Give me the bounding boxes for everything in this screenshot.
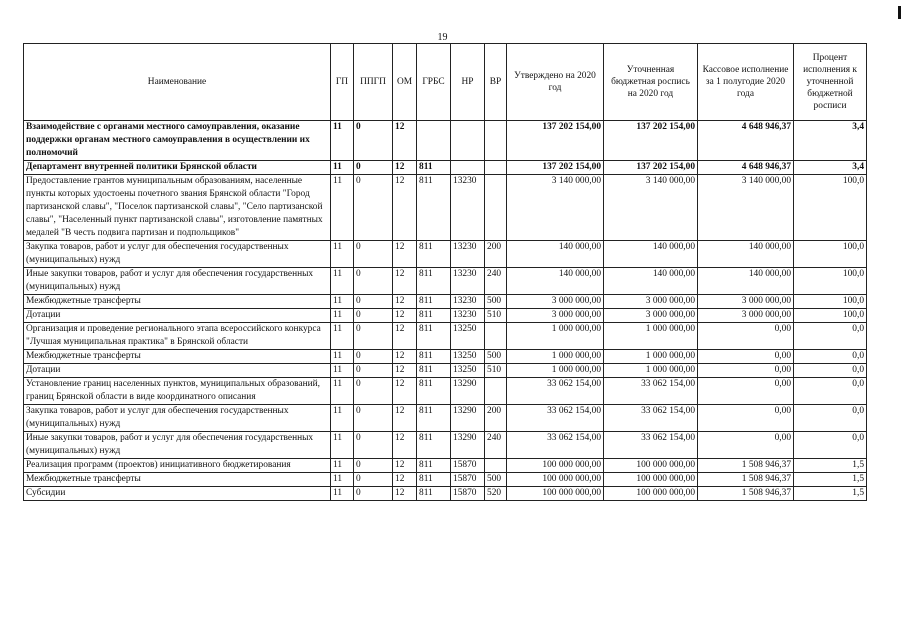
cell-nr: 13230 bbox=[451, 309, 485, 323]
cell-gp: 11 bbox=[331, 432, 354, 459]
column-header-grbs: ГРБС bbox=[417, 44, 451, 121]
cell-grbs: 811 bbox=[417, 487, 451, 501]
cell-grbs: 811 bbox=[417, 295, 451, 309]
cell-revised: 3 140 000,00 bbox=[604, 175, 698, 241]
cell-executed: 3 140 000,00 bbox=[698, 175, 794, 241]
cell-approved: 33 062 154,00 bbox=[507, 405, 604, 432]
cell-grbs: 811 bbox=[417, 364, 451, 378]
cell-nr: 13230 bbox=[451, 175, 485, 241]
cell-nr bbox=[451, 121, 485, 161]
cell-executed: 4 648 946,37 bbox=[698, 161, 794, 175]
cell-om: 12 bbox=[393, 350, 417, 364]
cell-name: Установление границ населенных пунктов, муниципальных образований, границ Брянской области в виде координатного описания bbox=[24, 378, 331, 405]
cell-approved: 140 000,00 bbox=[507, 241, 604, 268]
cell-ppgp: 0 bbox=[354, 268, 393, 295]
cell-om: 12 bbox=[393, 473, 417, 487]
cell-nr: 13250 bbox=[451, 364, 485, 378]
cell-nr: 15870 bbox=[451, 473, 485, 487]
cell-vr bbox=[485, 161, 507, 175]
column-header-percent: Процент исполнения к уточненной бюджетной росписи bbox=[794, 44, 867, 121]
table-row bbox=[24, 121, 867, 161]
cell-nr: 13290 bbox=[451, 405, 485, 432]
cell-vr bbox=[485, 323, 507, 350]
table-row bbox=[24, 459, 867, 473]
cell-grbs: 811 bbox=[417, 459, 451, 473]
cell-grbs: 811 bbox=[417, 432, 451, 459]
cell-approved: 33 062 154,00 bbox=[507, 432, 604, 459]
cell-executed: 3 000 000,00 bbox=[698, 309, 794, 323]
table-row bbox=[24, 378, 867, 405]
cell-percent: 100,0 bbox=[794, 175, 867, 241]
cell-revised: 100 000 000,00 bbox=[604, 459, 698, 473]
cell-gp: 11 bbox=[331, 268, 354, 295]
cell-gp: 11 bbox=[331, 364, 354, 378]
cell-ppgp: 0 bbox=[354, 295, 393, 309]
column-header-revised: Уточненная бюджетная роспись на 2020 год bbox=[604, 44, 698, 121]
cell-om: 12 bbox=[393, 121, 417, 161]
cell-name: Организация и проведение регионального этапа всероссийского конкурса "Лучшая муниципальная практика" в Брянской области bbox=[24, 323, 331, 350]
cell-percent: 0,0 bbox=[794, 405, 867, 432]
table-row bbox=[24, 175, 867, 241]
budget-table bbox=[23, 43, 867, 501]
cell-approved: 3 000 000,00 bbox=[507, 309, 604, 323]
cell-approved: 100 000 000,00 bbox=[507, 487, 604, 501]
cell-ppgp: 0 bbox=[354, 473, 393, 487]
cell-om: 12 bbox=[393, 378, 417, 405]
cell-approved: 3 000 000,00 bbox=[507, 295, 604, 309]
cell-ppgp: 0 bbox=[354, 161, 393, 175]
cell-executed: 1 508 946,37 bbox=[698, 473, 794, 487]
column-header-executed: Кассовое исполнение за 1 полугодие 2020 года bbox=[698, 44, 794, 121]
table-row bbox=[24, 309, 867, 323]
cell-nr bbox=[451, 161, 485, 175]
cell-name: Закупка товаров, работ и услуг для обеспечения государственных (муниципальных) нужд bbox=[24, 241, 331, 268]
cell-percent: 1,5 bbox=[794, 473, 867, 487]
cell-ppgp: 0 bbox=[354, 175, 393, 241]
cell-executed: 1 508 946,37 bbox=[698, 487, 794, 501]
cell-percent: 1,5 bbox=[794, 487, 867, 501]
cell-executed: 3 000 000,00 bbox=[698, 295, 794, 309]
cell-nr: 13290 bbox=[451, 378, 485, 405]
cell-grbs bbox=[417, 121, 451, 161]
cell-name: Субсидии bbox=[24, 487, 331, 501]
cell-revised: 137 202 154,00 bbox=[604, 121, 698, 161]
cell-grbs: 811 bbox=[417, 378, 451, 405]
cell-approved: 3 140 000,00 bbox=[507, 175, 604, 241]
cell-approved: 137 202 154,00 bbox=[507, 121, 604, 161]
cell-vr bbox=[485, 459, 507, 473]
cell-name: Закупка товаров, работ и услуг для обеспечения государственных (муниципальных) нужд bbox=[24, 405, 331, 432]
cell-name: Дотации bbox=[24, 364, 331, 378]
cell-name: Межбюджетные трансферты bbox=[24, 473, 331, 487]
cell-vr: 240 bbox=[485, 268, 507, 295]
cell-om: 12 bbox=[393, 323, 417, 350]
cell-om: 12 bbox=[393, 268, 417, 295]
cell-executed: 140 000,00 bbox=[698, 241, 794, 268]
cell-revised: 100 000 000,00 bbox=[604, 473, 698, 487]
cell-percent: 0,0 bbox=[794, 323, 867, 350]
cell-revised: 3 000 000,00 bbox=[604, 295, 698, 309]
cell-vr: 240 bbox=[485, 432, 507, 459]
table-body bbox=[24, 121, 867, 501]
cell-percent: 3,4 bbox=[794, 121, 867, 161]
cell-om: 12 bbox=[393, 405, 417, 432]
cell-approved: 1 000 000,00 bbox=[507, 350, 604, 364]
cell-executed: 0,00 bbox=[698, 405, 794, 432]
cell-vr bbox=[485, 378, 507, 405]
cell-om: 12 bbox=[393, 175, 417, 241]
column-header-nr: НР bbox=[451, 44, 485, 121]
page-number: 19 bbox=[437, 32, 448, 43]
cell-vr bbox=[485, 121, 507, 161]
cell-vr: 200 bbox=[485, 405, 507, 432]
column-header-ppgp: ППГП bbox=[354, 44, 393, 121]
cell-om: 12 bbox=[393, 161, 417, 175]
table-row bbox=[24, 487, 867, 501]
table-row bbox=[24, 268, 867, 295]
column-header-gp: ГП bbox=[331, 44, 354, 121]
cell-executed: 0,00 bbox=[698, 378, 794, 405]
cell-revised: 33 062 154,00 bbox=[604, 378, 698, 405]
cell-ppgp: 0 bbox=[354, 405, 393, 432]
cell-vr: 500 bbox=[485, 295, 507, 309]
table-row bbox=[24, 323, 867, 350]
cell-om: 12 bbox=[393, 432, 417, 459]
cell-executed: 0,00 bbox=[698, 364, 794, 378]
table-row bbox=[24, 350, 867, 364]
cell-percent: 100,0 bbox=[794, 268, 867, 295]
cell-nr: 13250 bbox=[451, 350, 485, 364]
cell-approved: 33 062 154,00 bbox=[507, 378, 604, 405]
cell-nr: 15870 bbox=[451, 487, 485, 501]
cell-gp: 11 bbox=[331, 309, 354, 323]
cell-ppgp: 0 bbox=[354, 364, 393, 378]
cell-gp: 11 bbox=[331, 121, 354, 161]
cell-ppgp: 0 bbox=[354, 378, 393, 405]
cell-om: 12 bbox=[393, 309, 417, 323]
cell-gp: 11 bbox=[331, 241, 354, 268]
cell-nr: 13230 bbox=[451, 241, 485, 268]
cell-ppgp: 0 bbox=[354, 487, 393, 501]
cell-gp: 11 bbox=[331, 161, 354, 175]
cell-nr: 13230 bbox=[451, 268, 485, 295]
cell-vr: 200 bbox=[485, 241, 507, 268]
cell-revised: 100 000 000,00 bbox=[604, 487, 698, 501]
cell-ppgp: 0 bbox=[354, 350, 393, 364]
cell-vr: 510 bbox=[485, 309, 507, 323]
cell-grbs: 811 bbox=[417, 350, 451, 364]
table-row bbox=[24, 295, 867, 309]
cell-percent: 3,4 bbox=[794, 161, 867, 175]
cell-percent: 0,0 bbox=[794, 364, 867, 378]
cell-revised: 33 062 154,00 bbox=[604, 432, 698, 459]
cell-nr: 13250 bbox=[451, 323, 485, 350]
cell-ppgp: 0 bbox=[354, 309, 393, 323]
cell-gp: 11 bbox=[331, 350, 354, 364]
cell-gp: 11 bbox=[331, 295, 354, 309]
cell-om: 12 bbox=[393, 295, 417, 309]
cell-percent: 0,0 bbox=[794, 432, 867, 459]
table-row bbox=[24, 405, 867, 432]
cell-name: Дотации bbox=[24, 309, 331, 323]
cell-approved: 1 000 000,00 bbox=[507, 323, 604, 350]
cell-approved: 140 000,00 bbox=[507, 268, 604, 295]
cell-gp: 11 bbox=[331, 378, 354, 405]
cell-name: Межбюджетные трансферты bbox=[24, 350, 331, 364]
cell-gp: 11 bbox=[331, 487, 354, 501]
cell-executed: 0,00 bbox=[698, 432, 794, 459]
cell-percent: 0,0 bbox=[794, 350, 867, 364]
cell-name: Реализация программ (проектов) инициативного бюджетирования bbox=[24, 459, 331, 473]
cell-percent: 100,0 bbox=[794, 309, 867, 323]
cell-revised: 140 000,00 bbox=[604, 268, 698, 295]
cell-vr bbox=[485, 175, 507, 241]
table-row bbox=[24, 241, 867, 268]
cell-grbs: 811 bbox=[417, 323, 451, 350]
cell-approved: 100 000 000,00 bbox=[507, 459, 604, 473]
cell-ppgp: 0 bbox=[354, 121, 393, 161]
cell-gp: 11 bbox=[331, 459, 354, 473]
table-header-row bbox=[24, 44, 867, 121]
cell-executed: 0,00 bbox=[698, 323, 794, 350]
cell-ppgp: 0 bbox=[354, 432, 393, 459]
cell-grbs: 811 bbox=[417, 241, 451, 268]
cell-approved: 100 000 000,00 bbox=[507, 473, 604, 487]
cell-revised: 1 000 000,00 bbox=[604, 364, 698, 378]
cell-executed: 1 508 946,37 bbox=[698, 459, 794, 473]
cell-vr: 520 bbox=[485, 487, 507, 501]
cell-approved: 137 202 154,00 bbox=[507, 161, 604, 175]
scan-edge-mark bbox=[898, 6, 901, 19]
cell-om: 12 bbox=[393, 459, 417, 473]
table-row bbox=[24, 432, 867, 459]
cell-percent: 100,0 bbox=[794, 295, 867, 309]
cell-percent: 1,5 bbox=[794, 459, 867, 473]
column-header-name: Наименование bbox=[24, 44, 331, 121]
cell-nr: 15870 bbox=[451, 459, 485, 473]
cell-vr: 500 bbox=[485, 473, 507, 487]
cell-ppgp: 0 bbox=[354, 323, 393, 350]
cell-grbs: 811 bbox=[417, 161, 451, 175]
cell-revised: 3 000 000,00 bbox=[604, 309, 698, 323]
table-row bbox=[24, 161, 867, 175]
cell-name: Взаимодействие с органами местного самоуправления, оказание поддержки органам местного самоуправления в осуществлении их полномочий bbox=[24, 121, 331, 161]
cell-om: 12 bbox=[393, 241, 417, 268]
cell-executed: 4 648 946,37 bbox=[698, 121, 794, 161]
cell-om: 12 bbox=[393, 364, 417, 378]
cell-approved: 1 000 000,00 bbox=[507, 364, 604, 378]
cell-ppgp: 0 bbox=[354, 241, 393, 268]
cell-name: Иные закупки товаров, работ и услуг для обеспечения государственных (муниципальных) нужд bbox=[24, 268, 331, 295]
cell-gp: 11 bbox=[331, 405, 354, 432]
cell-grbs: 811 bbox=[417, 309, 451, 323]
cell-executed: 140 000,00 bbox=[698, 268, 794, 295]
cell-gp: 11 bbox=[331, 473, 354, 487]
column-header-approved: Утверждено на 2020 год bbox=[507, 44, 604, 121]
cell-nr: 13290 bbox=[451, 432, 485, 459]
cell-vr: 500 bbox=[485, 350, 507, 364]
cell-vr: 510 bbox=[485, 364, 507, 378]
cell-nr: 13230 bbox=[451, 295, 485, 309]
cell-percent: 100,0 bbox=[794, 241, 867, 268]
cell-revised: 137 202 154,00 bbox=[604, 161, 698, 175]
cell-name: Предоставление грантов муниципальным образованиям, населенные пункты которых удостоены почетного звания Брянской области "Город партизанской славы", "Поселок партизанской славы", "Село партизанской славы", "Населенный пункт партизанской славы", изготовление памятных медалей "В честь подвига партизан и подпольщиков" bbox=[24, 175, 331, 241]
table-row bbox=[24, 364, 867, 378]
cell-executed: 0,00 bbox=[698, 350, 794, 364]
cell-revised: 140 000,00 bbox=[604, 241, 698, 268]
cell-revised: 1 000 000,00 bbox=[604, 323, 698, 350]
cell-gp: 11 bbox=[331, 323, 354, 350]
cell-name: Межбюджетные трансферты bbox=[24, 295, 331, 309]
cell-gp: 11 bbox=[331, 175, 354, 241]
cell-revised: 1 000 000,00 bbox=[604, 350, 698, 364]
cell-revised: 33 062 154,00 bbox=[604, 405, 698, 432]
table-row bbox=[24, 473, 867, 487]
column-header-vr: ВР bbox=[485, 44, 507, 121]
cell-name: Департамент внутренней политики Брянской области bbox=[24, 161, 331, 175]
cell-grbs: 811 bbox=[417, 405, 451, 432]
cell-grbs: 811 bbox=[417, 175, 451, 241]
cell-grbs: 811 bbox=[417, 268, 451, 295]
cell-om: 12 bbox=[393, 487, 417, 501]
cell-grbs: 811 bbox=[417, 473, 451, 487]
cell-name: Иные закупки товаров, работ и услуг для обеспечения государственных (муниципальных) нужд bbox=[24, 432, 331, 459]
cell-percent: 0,0 bbox=[794, 378, 867, 405]
cell-ppgp: 0 bbox=[354, 459, 393, 473]
column-header-om: ОМ bbox=[393, 44, 417, 121]
